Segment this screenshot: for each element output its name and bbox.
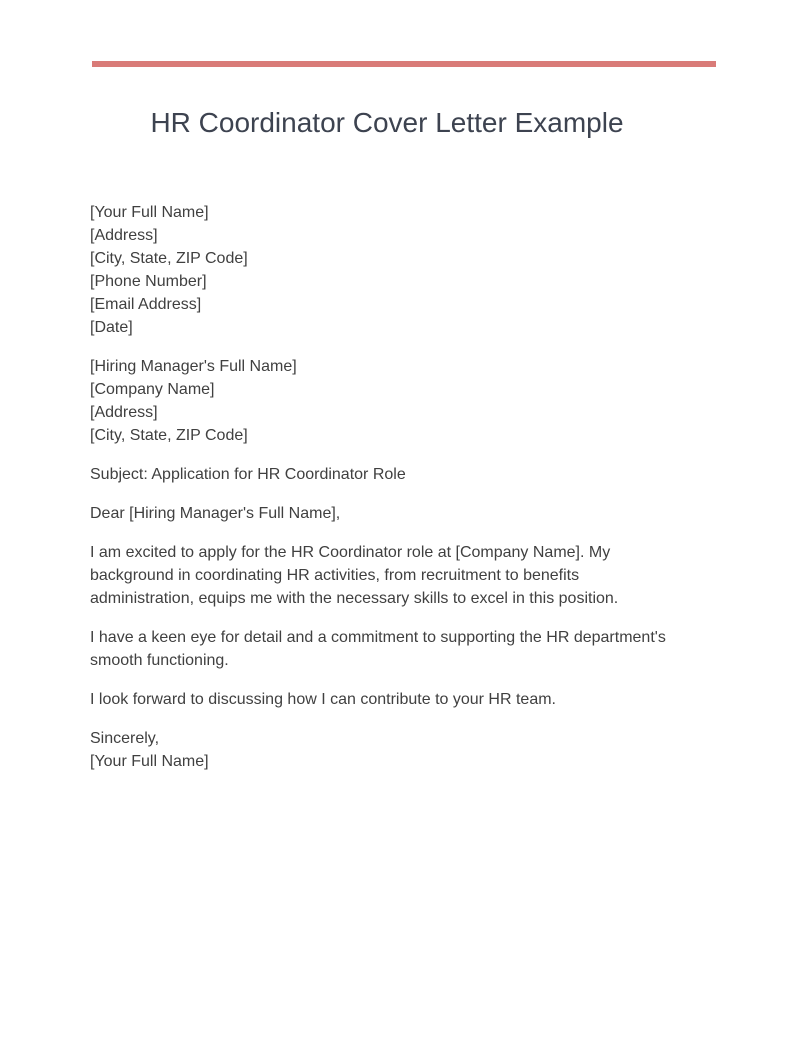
body-paragraph-3 [90, 688, 690, 711]
closing-block [90, 727, 690, 773]
valediction: Sincerely, [90, 730, 160, 747]
page-title: HR Coordinator Cover Letter Example [150, 107, 624, 138]
subject-line [90, 463, 690, 486]
recipient-city-state-zip: [City, State, ZIP Code] [90, 427, 248, 444]
top-accent-rule [92, 61, 716, 67]
paragraph-line: smooth functioning. [90, 652, 229, 669]
body-paragraph-1 [90, 541, 690, 610]
paragraph-line: I have a keen eye for detail and a commitment to supporting the HR department's [90, 629, 666, 646]
recipient-company: [Company Name] [90, 381, 215, 398]
sender-phone: [Phone Number] [90, 273, 207, 290]
paragraph-line: I look forward to discussing how I can contribute to your HR team. [90, 691, 556, 708]
sender-block [90, 201, 690, 339]
paragraph-line: background in coordinating HR activities, from recruitment to benefits [90, 567, 580, 584]
salutation-text: Dear [Hiring Manager's Full Name], [90, 505, 341, 522]
sender-name: [Your Full Name] [90, 204, 209, 221]
letter-date: [Date] [90, 319, 133, 336]
sender-city-state-zip: [City, State, ZIP Code] [90, 250, 248, 267]
recipient-name: [Hiring Manager's Full Name] [90, 358, 297, 375]
paragraph-line: I am excited to apply for the HR Coordinator role at [Company Name]. My [90, 544, 611, 561]
recipient-address: [Address] [90, 404, 158, 421]
signature-name: [Your Full Name] [90, 753, 209, 770]
paragraph-line: administration, equips me with the necessary skills to excel in this position. [90, 590, 619, 607]
subject-text: Subject: Application for HR Coordinator Role [90, 466, 406, 483]
letter-body [90, 201, 690, 789]
salutation [90, 502, 690, 525]
recipient-block [90, 355, 690, 447]
body-paragraph-2 [90, 626, 690, 672]
sender-address: [Address] [90, 227, 158, 244]
sender-email: [Email Address] [90, 296, 202, 313]
